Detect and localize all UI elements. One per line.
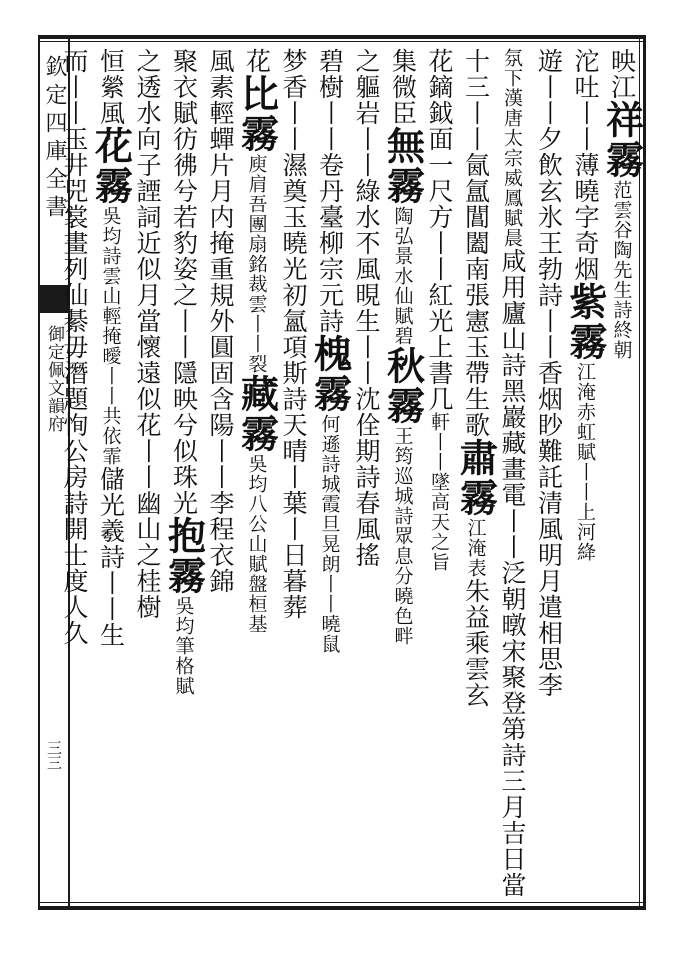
body-text: 聚登第詩三月吉日當 xyxy=(498,664,527,898)
text-column xyxy=(234,48,280,898)
body-text: 梦香丨丨濕奠玉曉光初 xyxy=(279,48,308,308)
frame-bottom-inner-rule xyxy=(38,902,646,903)
text-column xyxy=(275,48,311,898)
text-column xyxy=(202,48,238,898)
annotation: 氛下漢唐太宗威鳳賦晨 xyxy=(501,48,523,248)
headword: 比霧 xyxy=(234,74,280,154)
frame-top-inner-rule xyxy=(38,41,646,42)
body-text: 之透水向子諲詞近似月當懷遠似花丨丨 xyxy=(133,48,162,490)
headword: 無霧 xyxy=(380,126,426,206)
body-text: 朱益乘雲玄 xyxy=(461,578,491,708)
annotation: 吳均筆格賦 xyxy=(172,596,195,696)
body-text: 素輕蟬片月内掩重規外圓 xyxy=(206,74,235,360)
body-text: 花 xyxy=(242,48,272,74)
body-text: 遊丨丨夕飲玄氷王勃詩丨丨香烟 xyxy=(534,48,564,412)
body-text: 幽山之桂樹 xyxy=(133,490,162,620)
annotation: 何遜詩城霞旦晃朗丨丨曉鼠 xyxy=(318,414,341,654)
text-column xyxy=(599,48,645,898)
text-column xyxy=(531,48,567,898)
body-text: 集微臣 xyxy=(388,48,418,126)
text-column xyxy=(88,48,134,898)
headword: 槐霧 xyxy=(307,334,353,414)
annotation: 陶弘景水仙賦碧 xyxy=(391,206,414,346)
headword: 祥霧 xyxy=(599,100,645,180)
annotation: 江淹赤虹賦丨丨上河絳 xyxy=(574,362,596,562)
body-text: 吐 xyxy=(571,74,600,100)
text-column xyxy=(307,48,353,898)
margin-subtitle: 御定佩文韻府 xyxy=(44,325,64,433)
text-column xyxy=(563,48,608,898)
body-text: 玉井兕裳畫列仙綦毋潛題恂公房詩開士度人久 xyxy=(60,126,89,646)
body-text: 風 xyxy=(206,48,235,74)
body-text: 映江 xyxy=(607,48,637,100)
body-text: 眇難託清風明月遣相思李 xyxy=(534,412,564,698)
headword: 肅霧 xyxy=(453,438,499,518)
body-text: 固含陽丨丨李程衣錦 xyxy=(206,360,235,594)
text-column xyxy=(129,48,165,898)
annotation: 軒丨丨墜高天之旨 xyxy=(428,412,450,572)
body-text: 聚衣賦彷彿兮若豹姿之丨丨隱映兮似珠光 xyxy=(169,48,199,516)
headword: 藏霧 xyxy=(234,374,280,454)
annotation: 吳均詩雲山輕掩曖丨丨共依霏 xyxy=(99,206,122,466)
headword: 抱霧 xyxy=(161,516,207,596)
text-column xyxy=(348,48,384,898)
body-text: 咸用廬山詩黑巖藏畫電丨丨泛朝暾宋 xyxy=(498,248,527,664)
body-text: 岩丨丨綠水不風 xyxy=(352,100,381,282)
body-text: 儲光羲詩丨丨生 xyxy=(96,466,126,648)
text-column xyxy=(161,48,207,898)
text-column xyxy=(56,48,92,898)
body-text: 之軀 xyxy=(352,48,381,100)
body-text: 花鏑鉞面一尺方丨丨紅光上書几 xyxy=(425,48,454,412)
text-column xyxy=(421,48,457,898)
body-text: 碧樹丨丨卷丹臺柳宗元詩 xyxy=(315,48,345,334)
body-text: 晛生丨丨沈佺期詩春風搖 xyxy=(352,282,381,568)
annotation: 王筠巡城詩眾息分曉色畔 xyxy=(391,426,414,646)
headword: 花霧 xyxy=(88,126,134,206)
body-text: 十三丨丨氤氲閶闔南張憲玉帶生歌 xyxy=(461,48,491,438)
annotation: 庾肩吾團扇銘裁雲丨丨裂 xyxy=(245,154,268,374)
headword: 紫霧 xyxy=(563,282,608,362)
body-text: 而丨丨 xyxy=(60,48,89,126)
text-column xyxy=(380,48,426,898)
annotation: 江淹表 xyxy=(464,518,487,578)
body-text: 沱 xyxy=(571,48,600,74)
text-column xyxy=(494,48,530,898)
page-number: 三三 xyxy=(45,740,63,770)
body-text: 氳項斯詩天晴丨葉丨日暮葬 xyxy=(279,308,308,620)
margin-title: 欽定四庫全書 xyxy=(42,55,67,223)
headword: 秋霧 xyxy=(380,346,426,426)
annotation: 吳均八公山賦盤桓基 xyxy=(245,454,268,634)
body-text: 恒縈風 xyxy=(96,48,126,126)
frame-top-rule xyxy=(38,35,646,39)
text-column xyxy=(453,48,499,898)
annotation: 范雲谷陶先生詩終朝 xyxy=(610,180,633,360)
body-text: 丨丨薄曉字奇烟 xyxy=(571,100,600,282)
frame-bottom-rule xyxy=(38,906,646,910)
